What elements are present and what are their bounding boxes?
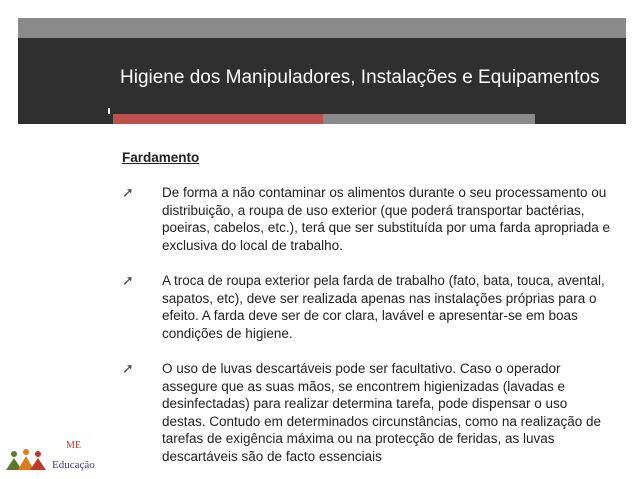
bullet-arrow-icon: ➚ (122, 184, 134, 200)
bullet-item (122, 360, 612, 465)
logo-text: Educação (52, 459, 95, 471)
strip-segment-dark-right (535, 114, 626, 124)
strip-segment-red (113, 114, 323, 124)
slide-title: Higiene dos Manipuladores, Instalações e Equipamentos (120, 67, 600, 88)
section-heading: Fardamento (122, 150, 200, 165)
strip-segment-gray (323, 114, 535, 124)
top-margin (0, 0, 638, 18)
bullet-text: O uso de luvas descartáveis pode ser facultativo. Caso o operador assegure que as suas mãos, se encontrem higienizadas (lavadas e desinfectadas) para realizar determina tarefa, pode dispensar o uso destas. Contudo em determinados circunstâncias, como na realização de tarefas de exigência máxima ou na protecção de feridas, as luvas descartáveis são de facto essenciais (162, 361, 601, 464)
logo-figures-icon (6, 449, 46, 470)
education-logo (4, 434, 114, 476)
header-gray-band (18, 18, 626, 38)
bullet-item (122, 184, 612, 254)
bullet-text: De forma a não contaminar os alimentos durante o seu processamento ou distribuição, a roupa de uso exterior (que poderá transportar bactérias, poeiras, cabelos, etc.), terá que ser substituída por uma farda apropriada e exclusiva do local de trabalho. (162, 185, 611, 253)
bullet-item (122, 272, 612, 342)
bullet-text: A troca de roupa exterior pela farda de trabalho (fato, bata, touca, avental, sapatos, etc), deve ser realizada apenas nas instalações próprias para o efeito. A farda deve ser de cor clara, lavável e apresentar-se em boas condições de higiene. (162, 273, 605, 341)
strip-segment-dark (18, 114, 113, 124)
logo-mark: ME (66, 440, 81, 451)
bullet-arrow-icon: ➚ (122, 360, 134, 376)
bullet-arrow-icon: ➚ (122, 272, 134, 288)
